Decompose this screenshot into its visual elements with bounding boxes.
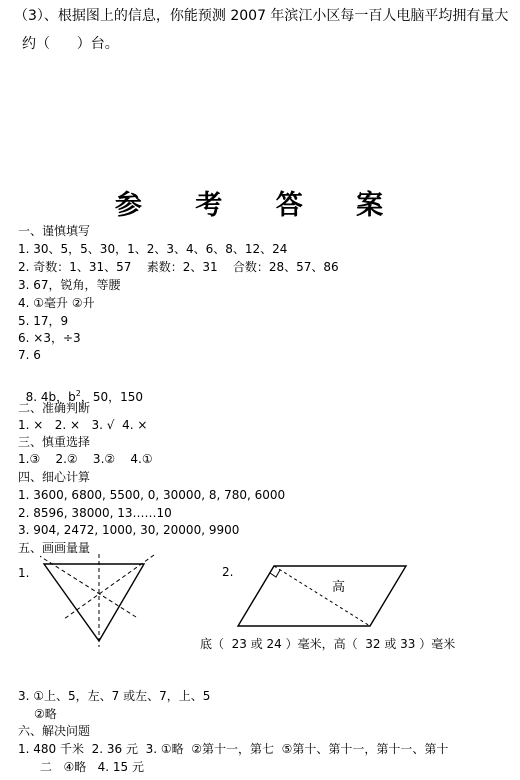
triangle-shape: [44, 564, 144, 641]
answer-line: 1.③ 2.② 3.② 4.①: [18, 452, 153, 466]
answer-line: ②略: [34, 707, 57, 721]
section6-heading: 六、解决问题: [18, 724, 91, 738]
height-label: 高: [332, 580, 346, 595]
page-title: 参 考 答 案: [114, 190, 406, 221]
answer-line: 3. ①上、5，左、7 或左、7，上、5: [18, 689, 211, 703]
question-text-line1: （3）、根据图上的信息，你能预测 2007 年滨江小区每一百人电脑平均拥有量大: [14, 8, 509, 24]
answer-line: 2. 8596, 38000, 13……10: [18, 506, 172, 520]
section1-heading: 一、谨慎填写: [18, 224, 91, 238]
section3-heading: 三、慎重选择: [18, 435, 91, 449]
answer-line: 4. ①毫升 ②升: [18, 296, 95, 310]
answer-line: 5. 17，9: [18, 314, 69, 328]
answer-line: 1. 30、5，5、30，1、2、3、4、6、8、12、24: [18, 242, 288, 256]
section4-heading: 四、细心计算: [18, 470, 91, 484]
measure-line: 底（ 23 或 24 ）毫米，高（ 32 或 33 ）毫米: [200, 637, 456, 651]
figure1-label: 1.: [18, 566, 30, 580]
height-line: [274, 566, 370, 626]
figure2-label: 2.: [222, 565, 234, 579]
answer-line: 7. 6: [18, 348, 41, 362]
section2-heading: 二、准确判断: [18, 401, 91, 415]
answer-line: 3. 67，锐角，等腰: [18, 278, 121, 292]
item8-suffix: ，50，150: [80, 390, 144, 404]
answer-line: 1. × 2. × 3. √ 4. ×: [18, 418, 148, 432]
superscript: 2: [75, 389, 81, 398]
answer-line: 6. ×3，÷3: [18, 331, 81, 345]
parallelogram-figure: [236, 560, 412, 632]
section5-heading: 五、画画量量: [18, 541, 91, 555]
answer-line: 3. 904, 2472, 1000, 30, 20000, 9900: [18, 523, 240, 537]
answer-line: 2. 奇数：1、31、57 素数：2、31 合数：28、57、86: [18, 260, 339, 274]
answer-line: 1. 3600, 6800, 5500, 0, 30000, 8, 780, 6000: [18, 488, 286, 502]
triangle-figure: [40, 553, 160, 648]
answer-line: 二 ④略 4. 15 元: [40, 760, 144, 774]
question-text-line2: 约（ ）台。: [22, 36, 119, 52]
answer-line: 1. 480 千米 2. 36 元 3. ①略 ②第十一，第七 ⑤第十、第十一，第十一、第十: [18, 742, 449, 756]
item8-prefix: 8. 4b，b: [25, 390, 76, 404]
